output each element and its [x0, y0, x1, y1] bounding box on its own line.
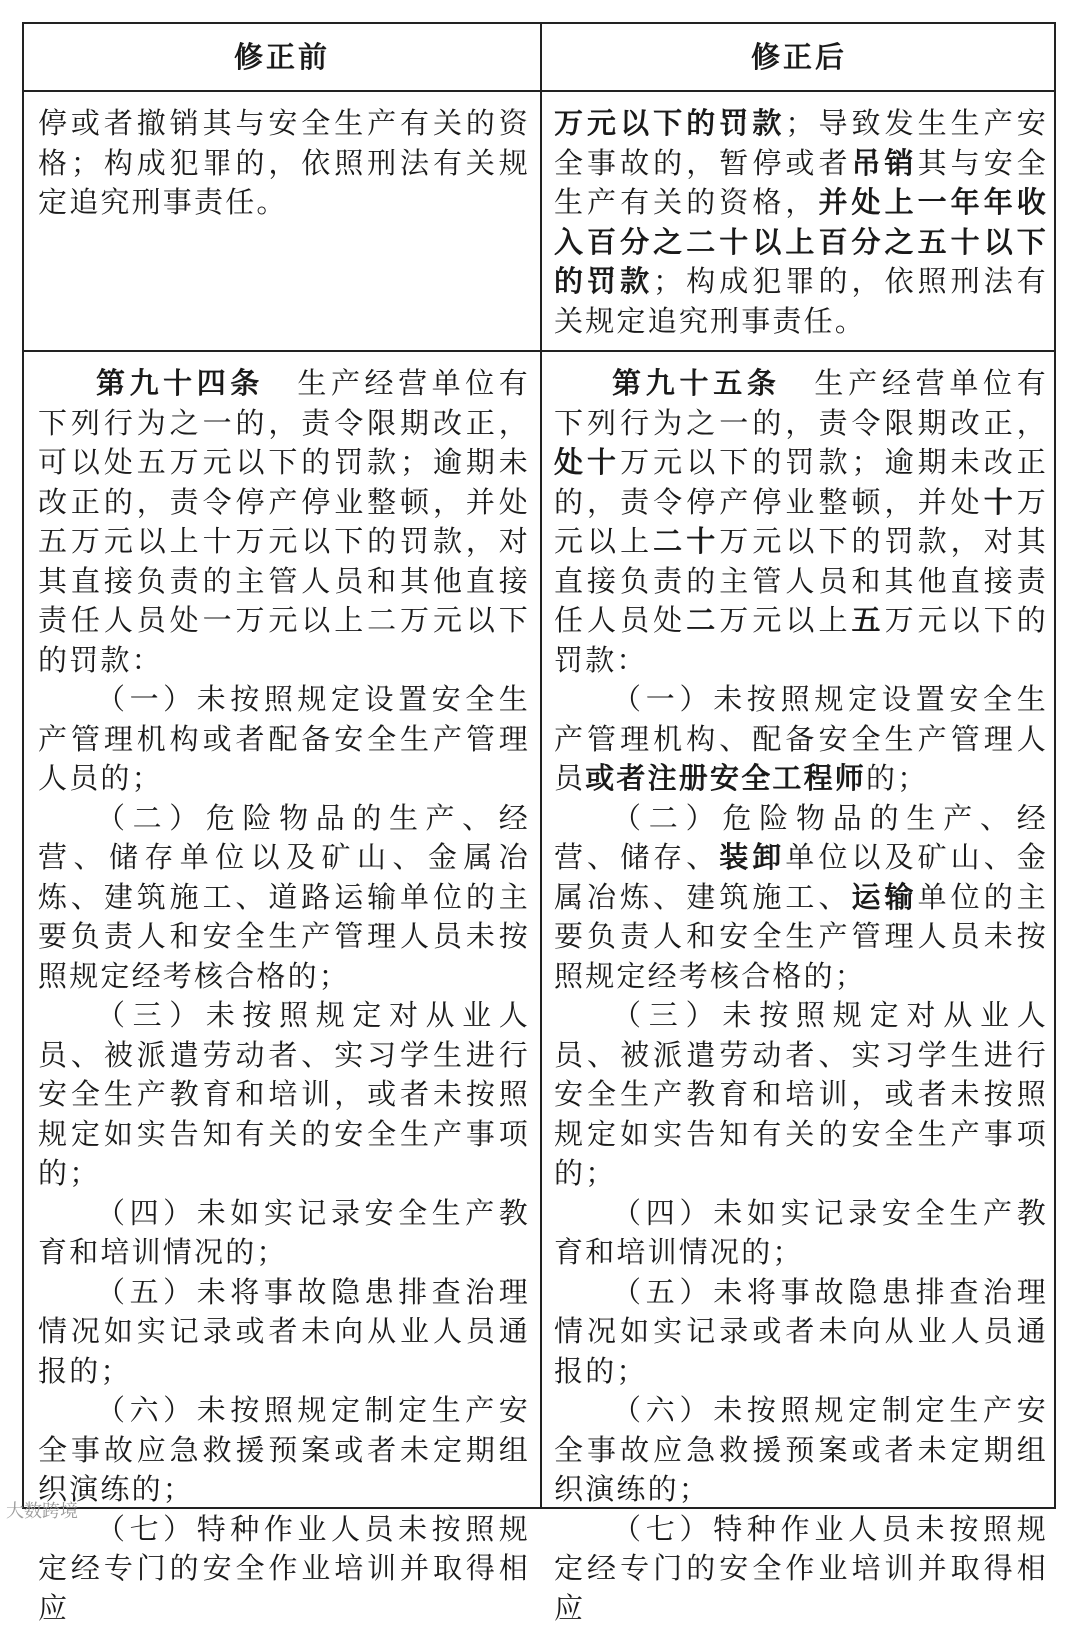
row1-after-run-1: ；导致发生生产安全事故的，暂停或者 — [554, 106, 1048, 180]
header-rule — [24, 90, 1054, 92]
row2-before-para-7-run-0: （七）特种作业人员未按照规定经专门的安全作业培训并取得相应 — [38, 1512, 530, 1625]
row2-after-para-0-run-1: 生产经营单位有下列行为之一的，责令限期改正， — [554, 366, 1048, 440]
row2-after-para-1-run-2: 的； — [866, 761, 928, 795]
row2-before-para-0-run-0: 第九十四条 — [96, 366, 264, 400]
row2-after-para-0-run-5: 万元以上 — [554, 485, 1048, 559]
row2-before-para-0 — [38, 364, 530, 680]
row2-after-cell — [554, 364, 1048, 1628]
row1-after-run-4: 并处上一年年收入百分之二十以上百分之五十以下的罚款 — [554, 185, 1048, 298]
row2-after-para-0-run-11: 万元以下的罚款： — [554, 603, 1048, 677]
row2-after-para-0-run-3: 万元以下的罚款；逾期未改正的，责令停产停业整顿，并处 — [554, 445, 1048, 519]
row2-after-para-3-run-0: （三）未按照规定对从业人员、被派遣劳动者、实习学生进行安全生产教育和培训，或者未按照规定如实告知有关的安全生产事项的； — [554, 998, 1048, 1190]
row2-after-para-6 — [554, 1391, 1048, 1510]
row2-before-para-7 — [38, 1510, 530, 1628]
row1-after-run-5: ；构成犯罪的，依照刑法有关规定追究刑事责任。 — [554, 264, 1048, 338]
row2-before-para-2-run-0: （二）危险物品的生产、经营、储存单位以及矿山、金属冶炼、建筑施工、道路运输单位的主要负责人和安全生产管理人员未按照规定经考核合格的； — [38, 801, 530, 993]
header-after: 修正后 — [542, 24, 1056, 90]
row2-before-para-6-run-0: （六）未按照规定制定生产安全事故应急救援预案或者未定期组织演练的； — [38, 1393, 530, 1506]
row1-after-text — [554, 104, 1048, 341]
row2-after-para-2-run-1: 装卸 — [719, 840, 785, 874]
row2-after-para-0-run-7: 万元以下的罚款，对其直接负责的主管人员和其他直接责任人员处 — [554, 524, 1048, 637]
row2-after-para-0-run-0: 第九十五条 — [612, 366, 781, 400]
row2-after-para-5 — [554, 1273, 1048, 1392]
row2-before-para-6 — [38, 1391, 530, 1510]
row2-before-para-5-run-0: （五）未将事故隐患排查治理情况如实记录或者未向从业人员通报的； — [38, 1275, 530, 1388]
row1-after-run-3: 其与安全生产有关的资格， — [554, 146, 1048, 220]
row2-after-para-2-run-2: 单位以及矿山、金属冶炼、建筑施工、 — [554, 840, 1048, 914]
row2-after-para-7-run-0: （七）特种作业人员未按照规定经专门的安全作业培训并取得相应 — [554, 1512, 1048, 1625]
row2-before-para-1-run-0: （一）未按照规定设置安全生产管理机构或者配备安全生产管理人员的； — [38, 682, 530, 795]
row2-after-para-0 — [554, 364, 1048, 680]
row2-after-para-4-run-0: （四）未如实记录安全生产教育和培训情况的； — [554, 1196, 1048, 1270]
row2-before-cell — [38, 364, 530, 1628]
row2-after-para-0-run-8: 二 — [686, 603, 719, 637]
row2-after-para-6-run-0: （六）未按照规定制定生产安全事故应急救援预案或者未定期组织演练的； — [554, 1393, 1048, 1506]
row2-after-para-4 — [554, 1194, 1048, 1273]
row2-clip — [24, 352, 1054, 1507]
row2-before-para-5 — [38, 1273, 530, 1392]
row2-after-para-0-run-10: 五 — [852, 603, 885, 637]
row1-after-run-0: 万元以下的罚款 — [554, 106, 785, 140]
row2-after-para-0-run-9: 万元以上 — [719, 603, 851, 637]
row2-after-para-2-run-0: （二）危险物品的生产、经营、储存、 — [554, 801, 1048, 875]
row2-after-para-2 — [554, 799, 1048, 997]
row2-after-para-1 — [554, 680, 1048, 799]
header-before: 修正前 — [24, 24, 540, 90]
row2-after-para-0-run-4: 十 — [984, 485, 1017, 519]
comparison-table — [22, 22, 1056, 1509]
row1-after-cell — [554, 104, 1048, 341]
row2-after-para-0-run-2: 处十 — [554, 445, 620, 479]
row2-before-para-1 — [38, 680, 530, 799]
watermark: 大数跨境 — [6, 1497, 78, 1523]
row2-after-para-3 — [554, 996, 1048, 1194]
row2-after-para-5-run-0: （五）未将事故隐患排查治理情况如实记录或者未向从业人员通报的； — [554, 1275, 1048, 1388]
row1-before-cell — [38, 104, 530, 223]
row2-before-para-4-run-0: （四）未如实记录安全生产教育和培训情况的； — [38, 1196, 530, 1270]
row2-after-para-1-run-1: 或者注册安全工程师 — [585, 761, 866, 795]
row2-after-para-2-run-3: 运输 — [852, 880, 918, 914]
row1-before-text: 停或者撤销其与安全生产有关的资格；构成犯罪的，依照刑法有关规定追究刑事责任。 — [38, 104, 530, 223]
row2-after-para-7 — [554, 1510, 1048, 1628]
row2-before-para-2 — [38, 799, 530, 997]
row2-after-para-0-run-6: 二十 — [653, 524, 719, 558]
row2-before-para-0-run-1: 生产经营单位有下列行为之一的，责令限期改正，可以处五万元以下的罚款；逾期未改正的，责令停产停业整顿，并处五万元以上十万元以下的罚款，对其直接负责的主管人员和其他直接责任人员处一万元以上二万元以下的罚款： — [38, 366, 530, 677]
row2-after-para-1-run-0: （一）未按照规定设置安全生产管理机构、配备安全生产管理人员 — [554, 682, 1048, 795]
row2-before-para-4 — [38, 1194, 530, 1273]
row2-before-para-3-run-0: （三）未按照规定对从业人员、被派遣劳动者、实习学生进行安全生产教育和培训，或者未按照规定如实告知有关的安全生产事项的； — [38, 998, 530, 1190]
row2-before-para-3 — [38, 996, 530, 1194]
row1-after-run-2: 吊销 — [852, 146, 918, 180]
row2-after-para-2-run-4: 单位的主要负责人和安全生产管理人员未按照规定经考核合格的； — [554, 880, 1048, 993]
